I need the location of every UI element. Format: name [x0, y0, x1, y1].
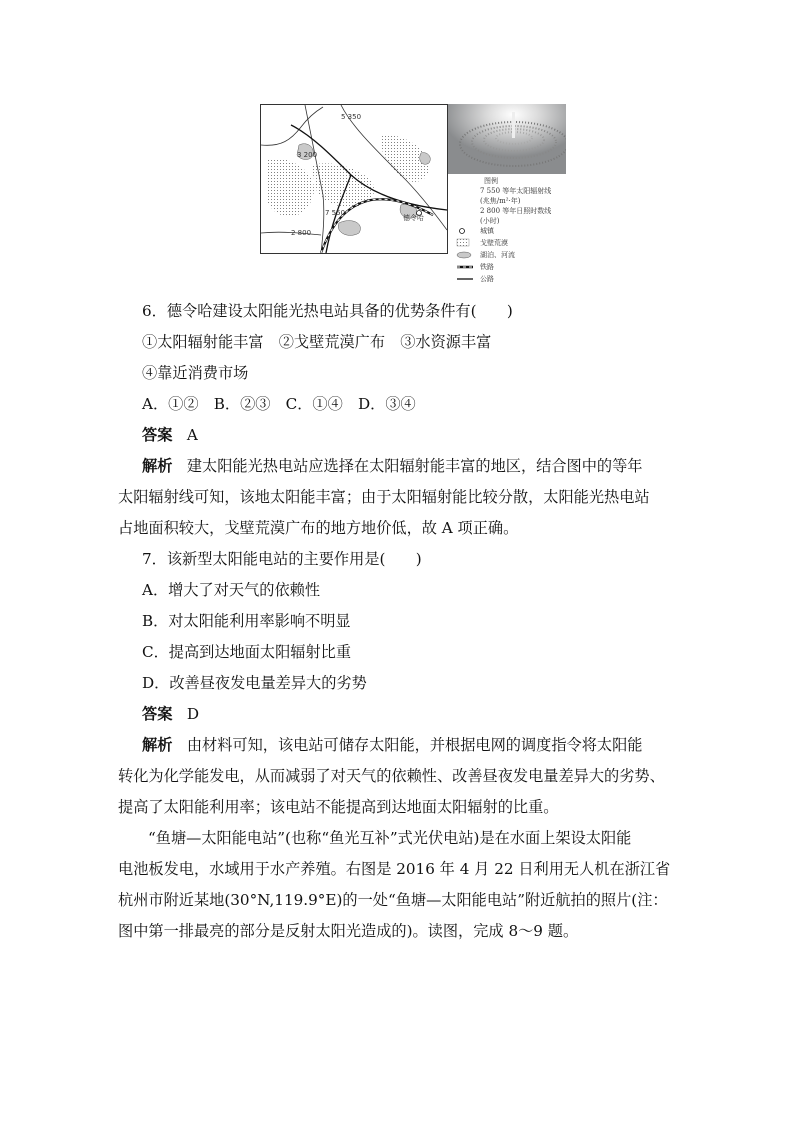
- railway-icon: [456, 262, 480, 274]
- isoline-5350: [341, 105, 447, 230]
- map-drawing: [261, 105, 447, 253]
- q6-analysis-line3: 占地面积较大，戈壁荒漠广布的地方地价低，故 A 项正确。: [118, 519, 519, 537]
- passage-line4: 图中第一排最亮的部分是反射太阳光造成的)。读图，完成 8～9 题。: [118, 922, 579, 940]
- q7-analysis-label: 解析: [142, 736, 173, 754]
- q6-analysis-line1: 解析 建太阳能光热电站应选择在太阳辐射能丰富的地区，结合图中的等年: [142, 457, 643, 475]
- q7-answer-label: 答案: [142, 705, 173, 723]
- legend-item-town: 城镇: [456, 226, 568, 238]
- legend-item-highway: 公路: [456, 274, 568, 286]
- passage-line3: 杭州市附近某地(30°N,119.9°E)的一处“鱼塘—太阳能电站”附近航拍的照片(注：: [118, 891, 668, 909]
- passage-line1: “鱼塘—太阳能电站”(也称“鱼光互补”式光伏电站)是在水面上架设太阳能: [148, 829, 632, 847]
- passage-line2: 电池板发电，水域用于水产养殖。右图是 2016 年 4 月 22 日利用无人机在浙江省: [118, 860, 671, 878]
- label-3200: 3 200: [297, 151, 318, 159]
- q6-items-line2: ④靠近消费市场: [142, 364, 249, 382]
- highway-icon: [456, 274, 480, 286]
- q7-answer: [142, 699, 199, 730]
- question-text: [118, 296, 680, 956]
- legend-title: 图例: [484, 177, 498, 185]
- q6-stem: 6．德令哈建设太阳能光热电站具备的优势条件有( ): [142, 302, 513, 320]
- label-city: 德令哈: [403, 214, 424, 222]
- figure-map-and-photo: [260, 104, 566, 288]
- lake: [420, 153, 431, 165]
- lake: [338, 221, 360, 236]
- lake-icon: [456, 250, 480, 262]
- q7-answer-value: D: [186, 705, 200, 723]
- town-icon: [456, 226, 480, 238]
- q7-option-d: D．改善昼夜发电量差异大的劣势: [142, 674, 367, 692]
- q7-option-c: C．提高到达地面太阳辐射比重: [142, 643, 352, 661]
- q7-stem: 7．该新型太阳能电站的主要作用是( ): [142, 550, 422, 568]
- legend-item-lake: 湖泊、河流: [456, 250, 568, 262]
- q7-option-a: A．增大了对天气的依赖性: [142, 581, 321, 599]
- q6-options: A．①② B．②③ C．①④ D．③④: [142, 395, 416, 413]
- solar-map: [260, 104, 448, 254]
- q7-analysis-line2: 转化为化学能发电，从而减弱了对天气的依赖性、改善昼夜发电量差异大的劣势、: [118, 767, 665, 785]
- q6-answer-label: 答案: [142, 426, 173, 444]
- label-7550: 7 550: [325, 209, 346, 217]
- desert-area-west: [266, 158, 314, 216]
- legend-item-railway: 铁路: [456, 262, 568, 274]
- q6-items-line1: ①太阳辐射能丰富 ②戈壁荒漠广布 ③水资源丰富: [142, 333, 492, 351]
- q6-analysis-label: 解析: [142, 457, 173, 475]
- label-5350: 5 350: [341, 113, 362, 121]
- legend-item-radiation: 7 550 等年太阳辐射线: [480, 187, 552, 195]
- label-2800: 2 800: [291, 229, 312, 237]
- legend-item-desert: 戈壁荒漠: [456, 238, 568, 250]
- q7-analysis-line3: 提高了太阳能利用率；该电站不能提高到达地面太阳辐射的比重。: [118, 798, 559, 816]
- q7-option-b: B．对太阳能利用率影响不明显: [142, 612, 351, 630]
- solar-plant-photo: [448, 104, 566, 174]
- heliostat-field-image: [448, 104, 566, 174]
- q7-analysis-line1: 解析 由材料可知，该电站可储存太阳能，并根据电网的调度指令将太阳能: [142, 736, 643, 754]
- railway-dash: [321, 199, 433, 253]
- q6-answer: [142, 420, 198, 451]
- map-legend: 图例 7 550 等年太阳辐射线 (兆焦/m²·年) 2 800 等年日照时数线 (小时) 城镇 戈壁荒漠 湖泊、河流 铁路 公路: [456, 176, 568, 286]
- q6-answer-value: A: [186, 426, 198, 444]
- desert-icon: [456, 238, 480, 250]
- legend-item-sunshine: 2 800 等年日照时数线: [480, 207, 552, 215]
- q6-analysis-line2: 太阳辐射线可知，该地太阳能丰富；由于太阳辐射能比较分散，太阳能光热电站: [118, 488, 650, 506]
